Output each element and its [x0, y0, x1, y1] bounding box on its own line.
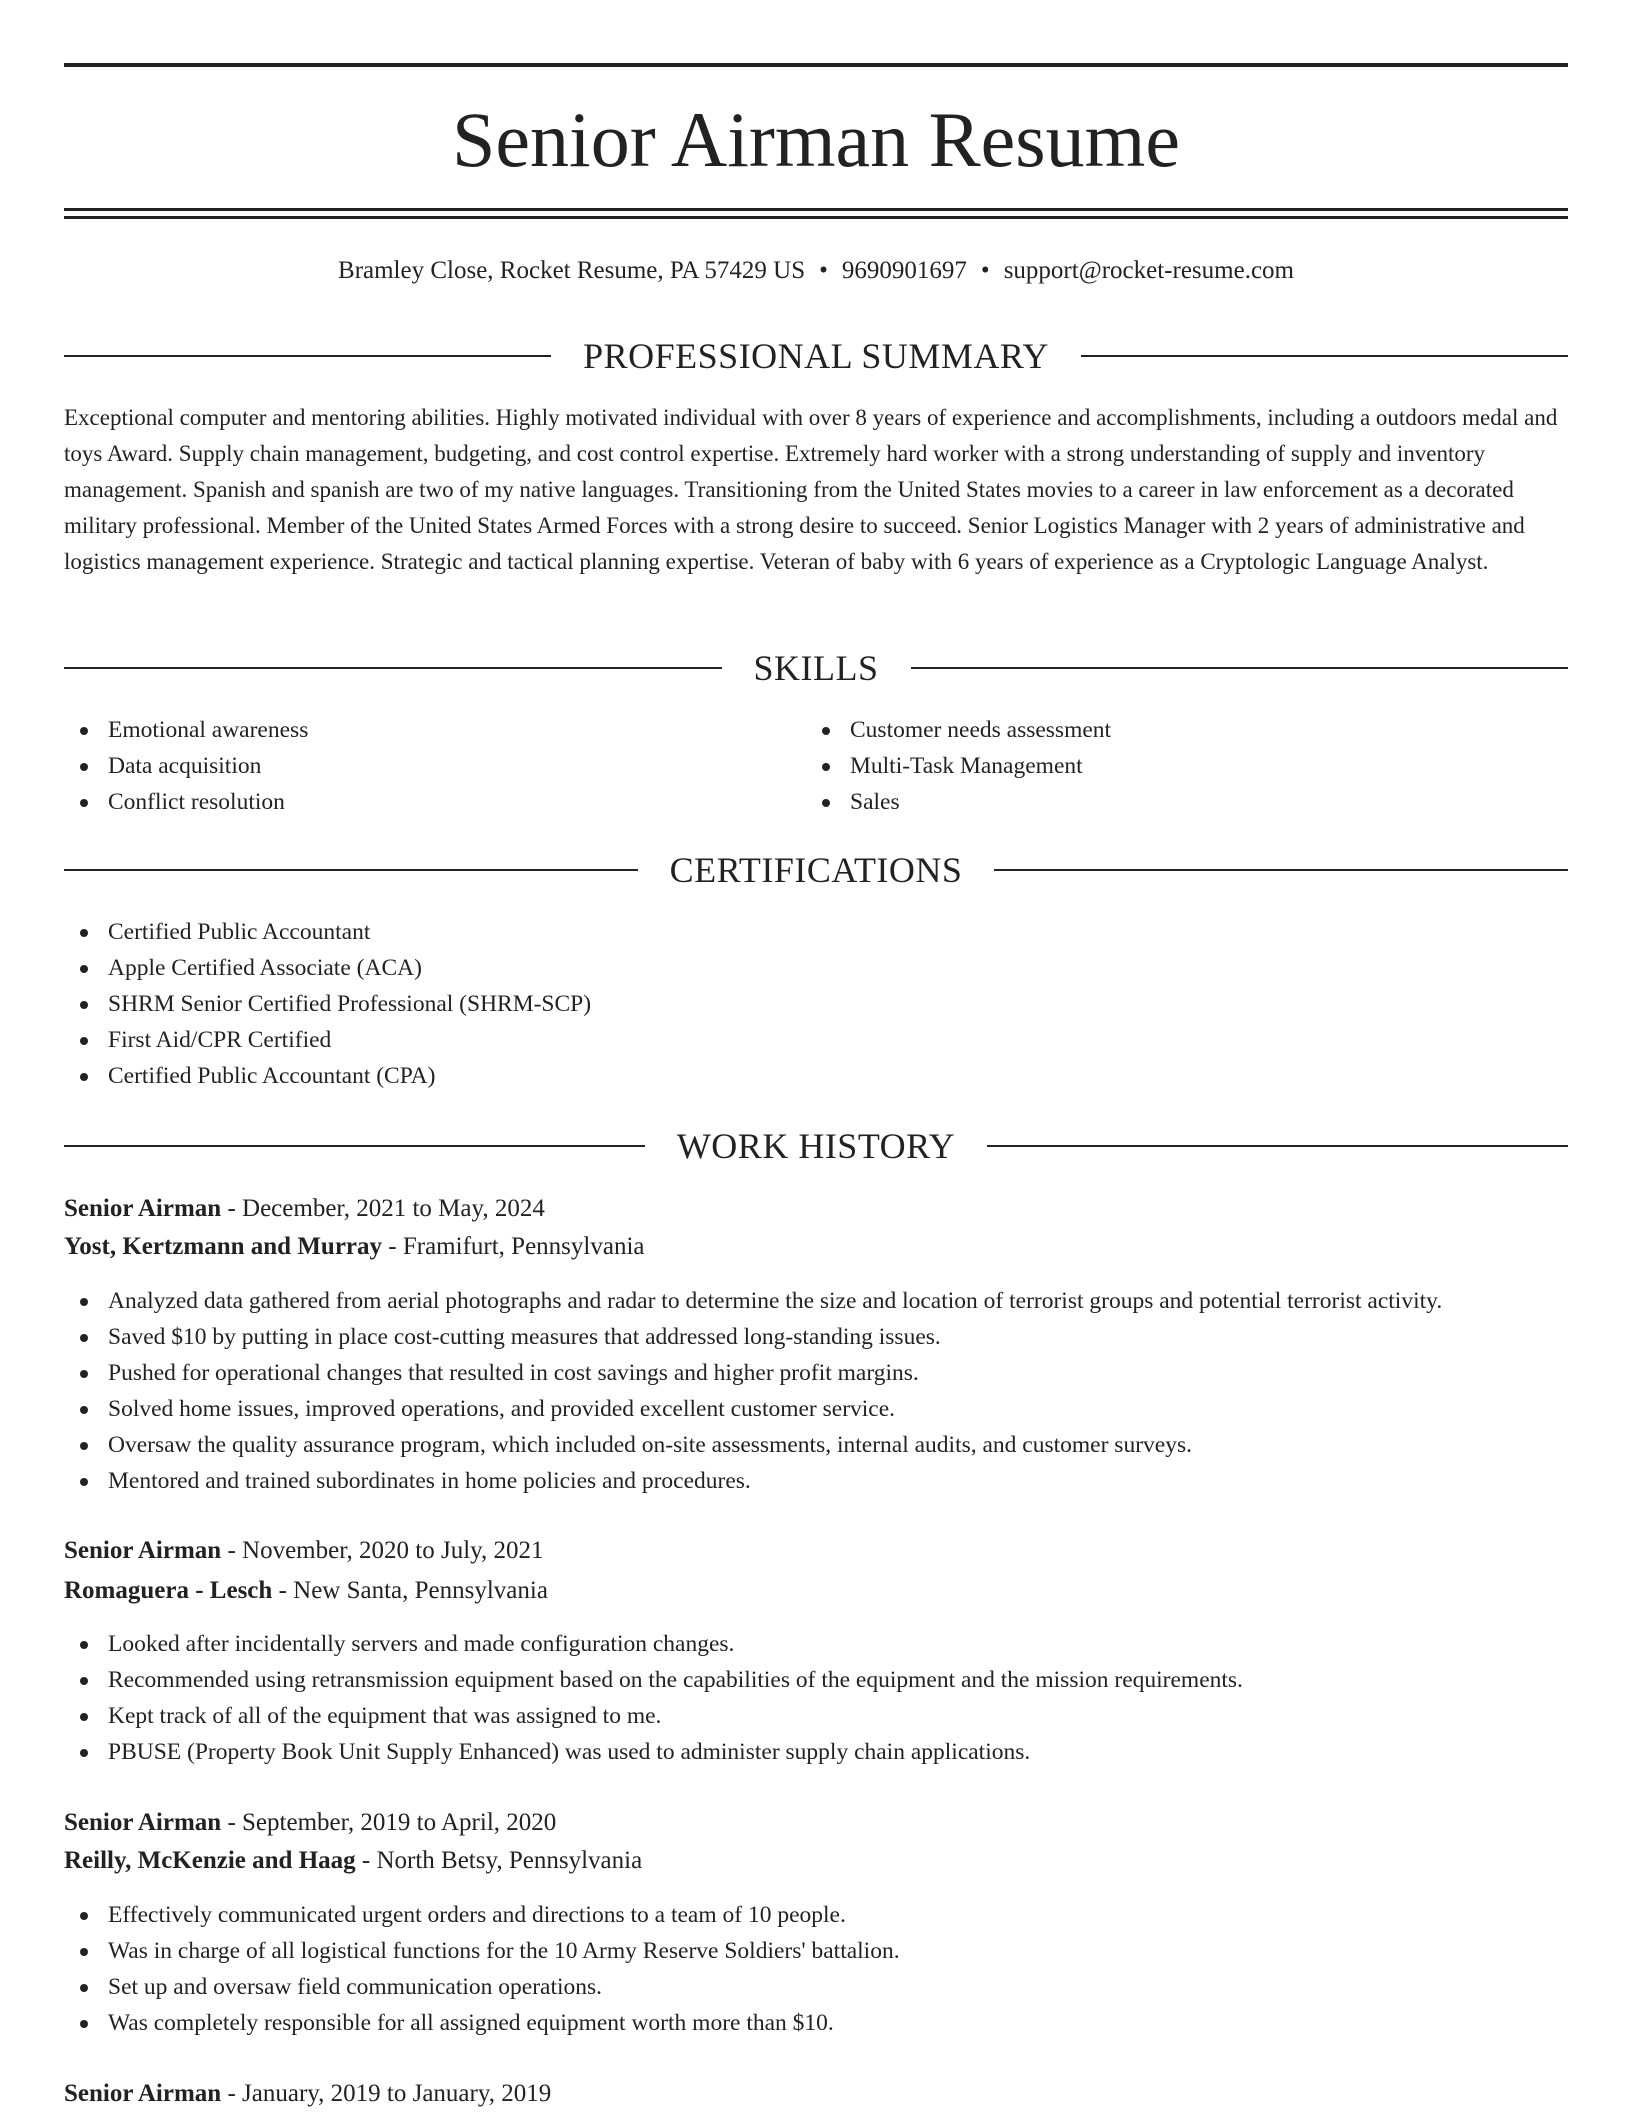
job-bullet: Recommended using retransmission equipment based on the capabilities of the equipment and the mission requirements.	[64, 1662, 1243, 1698]
job-dates: - November, 2020 to July, 2021	[221, 1537, 544, 1564]
job-bullet: Set up and oversaw field communication operations.	[64, 1969, 900, 2005]
job-bullet: Looked after incidentally servers and made configuration changes.	[64, 1626, 1243, 1662]
certification-item: First Aid/CPR Certified	[64, 1022, 591, 1058]
resume-title: Senior Airman Resume	[452, 96, 1180, 183]
summary-heading-text: PROFESSIONAL SUMMARY	[583, 336, 1049, 376]
skill-item: Customer needs assessment	[806, 712, 1111, 748]
job-bullets	[64, 1897, 900, 2041]
skill-item: Sales	[806, 784, 1111, 820]
skill-item: Emotional awareness	[64, 712, 308, 748]
certifications-list	[64, 914, 591, 1094]
job-company: Romaguera - Lesch	[64, 1577, 273, 1604]
job-bullet: Was in charge of all logistical functions for the 10 Army Reserve Soldiers' battalion.	[64, 1933, 900, 1969]
job-company-line	[64, 1843, 1568, 1879]
certification-item: Certified Public Accountant (CPA)	[64, 1058, 591, 1094]
contact-separator: •	[819, 257, 828, 284]
work-history-heading-text: WORK HISTORY	[676, 1126, 956, 1166]
certifications-heading	[64, 850, 1568, 890]
double-rule-lower	[64, 216, 1568, 219]
job-title: Senior Airman	[64, 1195, 222, 1222]
job-bullet: Oversaw the quality assurance program, which included on-site assessments, internal audits, and customer surveys.	[64, 1427, 1442, 1463]
heading-rule-left	[64, 667, 722, 669]
job-dates: - January, 2019 to January, 2019	[221, 2080, 552, 2107]
job-title: Senior Airman	[64, 1809, 222, 1836]
job-company: Yost, Kertzmann and Murray	[64, 1233, 383, 1260]
heading-rule-left	[64, 355, 551, 357]
job-title-line	[64, 1191, 1568, 1227]
job-title: Senior Airman	[64, 1537, 222, 1564]
certifications-heading-text: CERTIFICATIONS	[669, 850, 963, 890]
heading-rule-right	[994, 869, 1568, 871]
double-rule-upper	[64, 208, 1568, 211]
contact-separator: •	[980, 257, 990, 284]
heading-rule-left	[64, 869, 638, 871]
contact-phone: 9690901697	[841, 257, 967, 284]
job-bullet: Solved home issues, improved operations, and provided excellent customer service.	[64, 1391, 1442, 1427]
job-dates: - December, 2021 to May, 2024	[221, 1195, 545, 1222]
summary-heading	[64, 336, 1568, 376]
skills-list-left	[64, 712, 308, 820]
skill-item: Multi-Task Management	[806, 748, 1111, 784]
job-location: - Framifurt, Pennsylvania	[382, 1233, 645, 1260]
heading-rule-right	[1081, 355, 1568, 357]
job-bullet: Was completely responsible for all assigned equipment worth more than $10.	[64, 2005, 900, 2041]
contact-email[interactable]: support@rocket-resume.com	[1003, 257, 1294, 284]
job-bullet: Kept track of all of the equipment that was assigned to me.	[64, 1698, 1243, 1734]
job-location: - North Betsy, Pennsylvania	[355, 1847, 643, 1874]
contact-address: Bramley Close, Rocket Resume, PA 57429 US	[338, 257, 806, 284]
heading-rule-left	[64, 1145, 645, 1147]
skills-list-right	[806, 712, 1111, 820]
job-bullet: Effectively communicated urgent orders and directions to a team of 10 people.	[64, 1897, 900, 1933]
job-bullets	[64, 1283, 1442, 1499]
certification-item: Certified Public Accountant	[64, 914, 591, 950]
job-title: Senior Airman	[64, 2080, 222, 2107]
job-bullets	[64, 1626, 1243, 1770]
top-rule	[64, 63, 1568, 67]
job-dates: - September, 2019 to April, 2020	[221, 1809, 557, 1836]
summary-text: Exceptional computer and mentoring abilities. Highly motivated individual with over 8 years of experience and accomplishments, including a outdoors medal and toys Award. Supply chain management, budgeting, and cost control expertise. Extremely hard worker with a strong understanding of supply and inventory management. Spanish and spanish are two of my native languages. Transitioning from the United States movies to a career in law enforcement as a decorated military professional. Member of the United States Armed Forces with a strong desire to succeed. Senior Logistics Manager with 2 years of administrative and logistics management experience. Strategic and tactical planning expertise. Veteran of baby with 6 years of experience as a Cryptologic Language Analyst.	[64, 405, 1558, 574]
job-title-line	[64, 2076, 1568, 2112]
job-location: - New Santa, Pennsylvania	[272, 1577, 548, 1604]
job-bullet: Analyzed data gathered from aerial photographs and radar to determine the size and location of terrorist groups and potential terrorist activity.	[64, 1283, 1442, 1319]
job-bullet: Mentored and trained subordinates in home policies and procedures.	[64, 1463, 1442, 1499]
job-company: Reilly, McKenzie and Haag	[64, 1847, 356, 1874]
skill-item: Conflict resolution	[64, 784, 308, 820]
skills-heading-text: SKILLS	[753, 648, 879, 688]
heading-rule-right	[911, 667, 1569, 669]
certification-item: SHRM Senior Certified Professional (SHRM-SCP)	[64, 986, 591, 1022]
job-bullet: Pushed for operational changes that resulted in cost savings and higher profit margins.	[64, 1355, 1442, 1391]
skills-heading	[64, 648, 1568, 688]
job-bullet: PBUSE (Property Book Unit Supply Enhanced) was used to administer supply chain applications.	[64, 1734, 1243, 1770]
job-title-line	[64, 1805, 1568, 1841]
contact-line	[64, 255, 1568, 287]
heading-rule-right	[987, 1145, 1568, 1147]
job-bullet: Saved $10 by putting in place cost-cutting measures that addressed long-standing issues.	[64, 1319, 1442, 1355]
certification-item: Apple Certified Associate (ACA)	[64, 950, 591, 986]
job-company-line	[64, 1573, 1568, 1609]
skill-item: Data acquisition	[64, 748, 308, 784]
job-title-line	[64, 1533, 1568, 1569]
work-history-heading	[64, 1126, 1568, 1166]
job-company-line	[64, 1229, 1568, 1265]
